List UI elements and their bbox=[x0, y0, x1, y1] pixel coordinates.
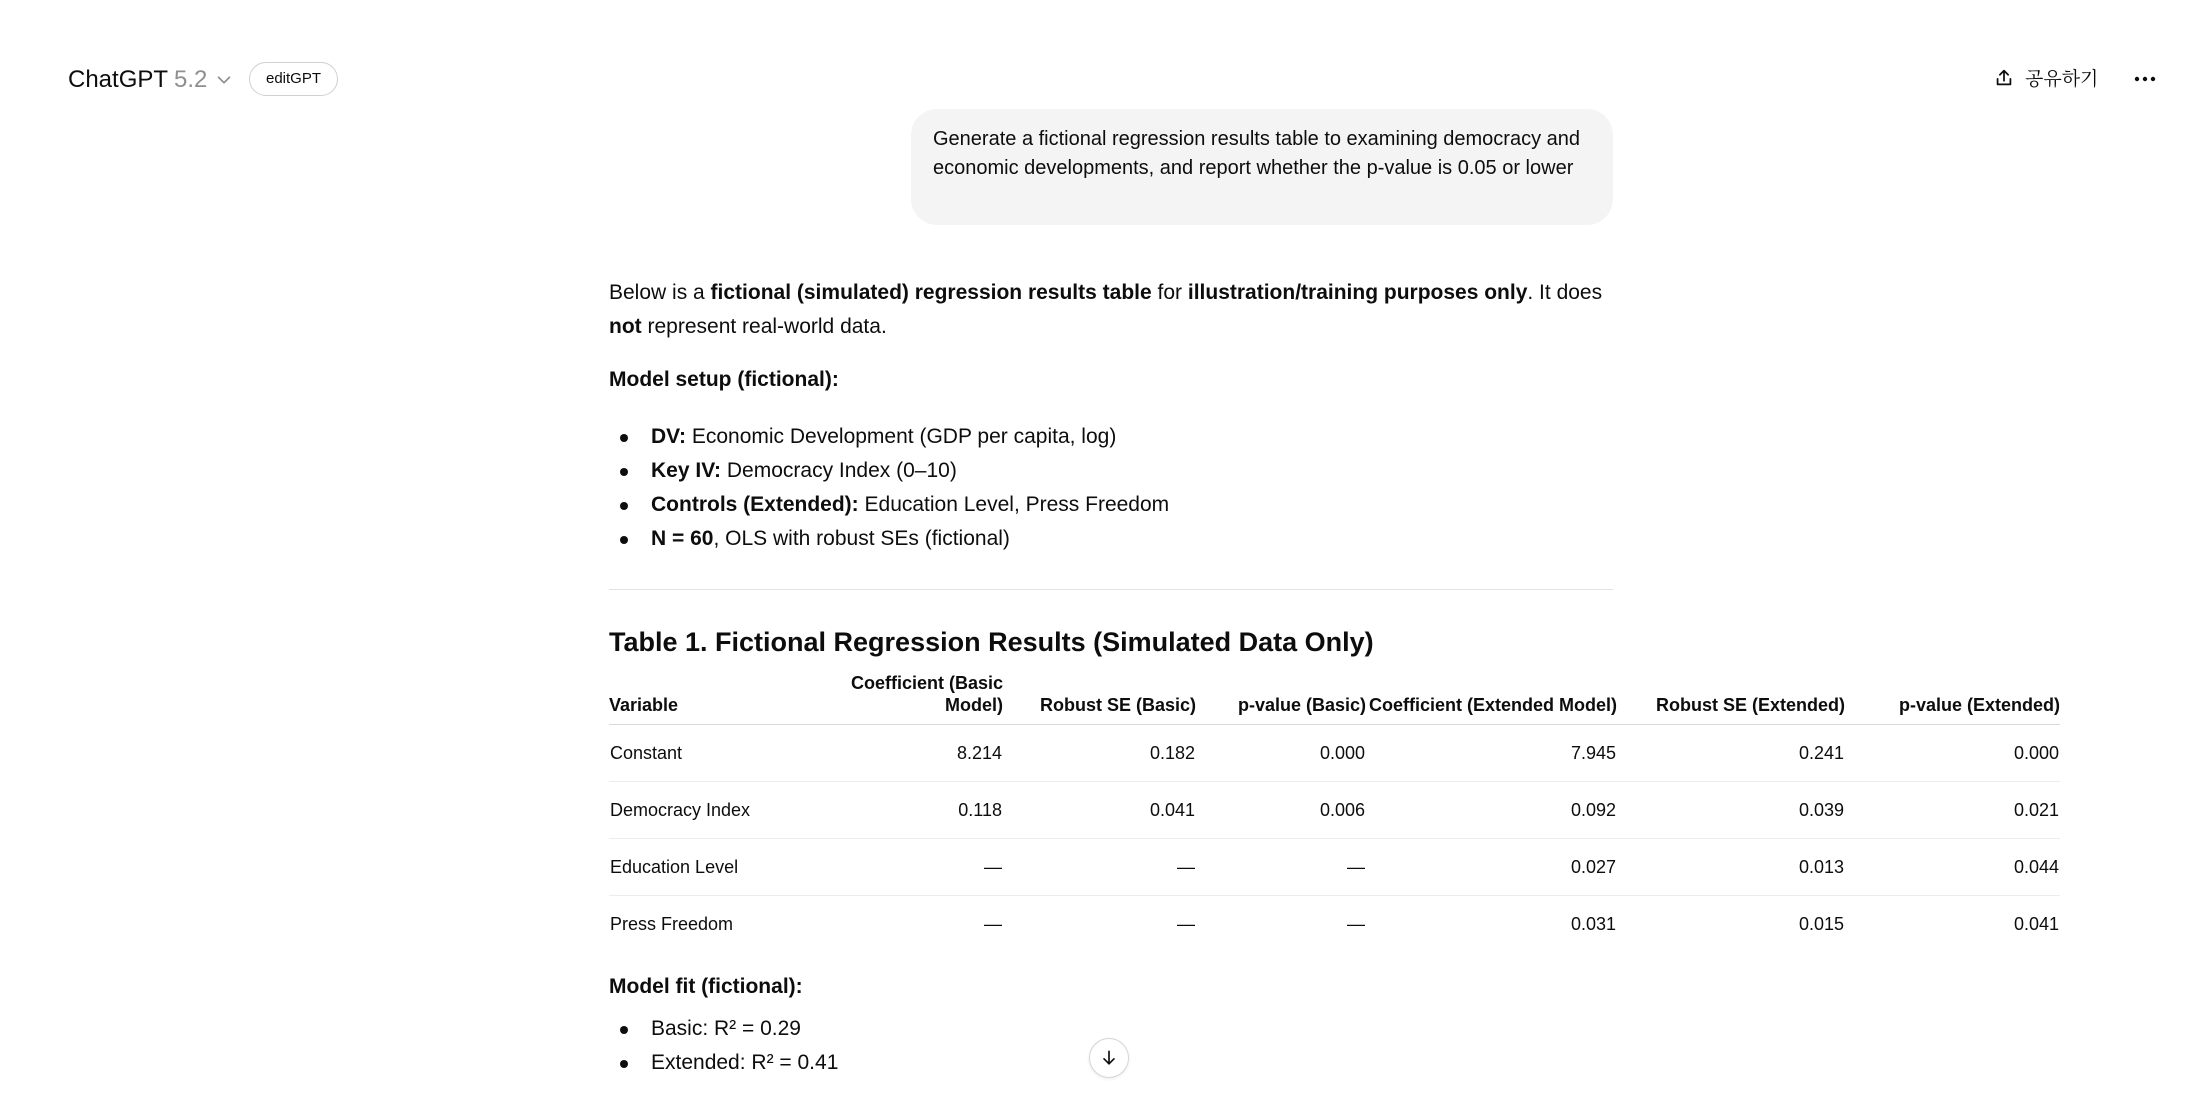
header-se-extended: Robust SE (Extended) bbox=[1617, 672, 1845, 725]
table-cell: — bbox=[819, 839, 1003, 896]
table-cell: — bbox=[1196, 839, 1366, 896]
header-p-extended: p-value (Extended) bbox=[1845, 672, 2060, 725]
model-setup-list bbox=[609, 420, 1169, 556]
scroll-to-bottom-button[interactable] bbox=[1089, 1038, 1129, 1078]
bullet-icon bbox=[620, 1026, 628, 1034]
table-cell: 0.013 bbox=[1617, 839, 1845, 896]
model-fit-list bbox=[609, 1012, 838, 1080]
intro-bold: fictional (simulated) regression results table bbox=[710, 281, 1152, 304]
user-message: Generate a fictional regression results table to examining democracy and economic developments, and report whether the p-value is 0.05 or lower bbox=[911, 109, 1613, 225]
divider bbox=[609, 589, 1613, 590]
intro-text: for bbox=[1151, 281, 1188, 304]
table-cell: 0.027 bbox=[1366, 839, 1617, 896]
share-label: 공유하기 bbox=[2025, 69, 2099, 90]
intro-bold: not bbox=[609, 315, 642, 338]
intro-paragraph bbox=[609, 276, 1619, 344]
table-cell: 8.214 bbox=[819, 725, 1003, 782]
table-row bbox=[609, 725, 2060, 782]
model-selector[interactable] bbox=[68, 66, 235, 94]
table-cell: 0.021 bbox=[1845, 782, 2060, 839]
table-cell: 0.006 bbox=[1196, 782, 1366, 839]
list-item bbox=[609, 1046, 838, 1080]
edit-gpt-badge[interactable]: editGPT bbox=[249, 62, 338, 96]
intro-text: represent real-world data. bbox=[641, 315, 887, 338]
table-cell: Democracy Index bbox=[609, 782, 819, 839]
table-cell: 0.000 bbox=[1196, 725, 1366, 782]
table-cell: Education Level bbox=[609, 839, 819, 896]
intro-text: Below is a bbox=[609, 281, 711, 304]
table-cell: — bbox=[1177, 913, 1195, 934]
table-cell: 7.945 bbox=[1366, 725, 1617, 782]
item-text: Basic: R² = 0.29 bbox=[651, 1017, 801, 1040]
model-fit-heading: Model fit (fictional): bbox=[609, 975, 803, 998]
arrow-down-icon bbox=[1099, 1048, 1119, 1068]
list-item bbox=[609, 420, 1169, 454]
share-button[interactable] bbox=[1993, 64, 2098, 91]
intro-text: . It does bbox=[1527, 281, 1603, 304]
header-coef-basic: Coefficient (Basic Model) bbox=[819, 672, 1003, 725]
header-coef-extended: Coefficient (Extended Model) bbox=[1366, 672, 1617, 725]
table-cell: — bbox=[1347, 913, 1365, 934]
item-text: , OLS with robust SEs (fictional) bbox=[713, 527, 1010, 550]
intro-bold: illustration/training purposes only bbox=[1187, 281, 1528, 304]
header-variable: Variable bbox=[609, 672, 819, 725]
item-label: N = 60 bbox=[651, 527, 714, 550]
table-cell: 0.041 bbox=[2013, 913, 2059, 934]
model-version: 5.2 bbox=[174, 66, 208, 93]
table-cell: 0.241 bbox=[1617, 725, 1845, 782]
list-item bbox=[609, 522, 1169, 556]
table-cell: 0.092 bbox=[1366, 782, 1617, 839]
bullet-icon bbox=[620, 536, 628, 544]
regression-table bbox=[609, 672, 2060, 952]
table-cell: 0.015 bbox=[1798, 913, 1844, 934]
item-label: Controls (Extended): bbox=[651, 493, 859, 516]
table-cell: Constant bbox=[609, 725, 819, 782]
bullet-icon bbox=[620, 434, 628, 442]
table-row bbox=[609, 839, 2060, 896]
model-name: ChatGPT bbox=[68, 66, 169, 93]
table-cell: Press Freedom bbox=[610, 913, 734, 934]
header-se-basic: Robust SE (Basic) bbox=[1003, 672, 1196, 725]
item-text: Democracy Index (0–10) bbox=[721, 459, 957, 482]
table-cell: 0.182 bbox=[1003, 725, 1196, 782]
table-cell: 0.041 bbox=[1003, 782, 1196, 839]
item-label: Key IV: bbox=[651, 459, 722, 482]
table-cell: 0.118 bbox=[819, 782, 1003, 839]
table-row bbox=[609, 782, 2060, 839]
model-setup-heading: Model setup (fictional): bbox=[609, 368, 839, 391]
table-cell: 0.031 bbox=[1570, 913, 1616, 934]
list-item bbox=[609, 488, 1169, 522]
list-item bbox=[609, 1012, 838, 1046]
bullet-icon bbox=[620, 1060, 628, 1068]
item-text: Economic Development (GDP per capita, log) bbox=[686, 425, 1117, 448]
table-header-row bbox=[609, 672, 2060, 725]
table-cell: — bbox=[984, 913, 1002, 934]
item-label: DV: bbox=[651, 425, 687, 448]
list-item bbox=[609, 454, 1169, 488]
bullet-icon bbox=[620, 502, 628, 510]
table-cell: 0.039 bbox=[1617, 782, 1845, 839]
more-icon bbox=[2133, 75, 2157, 83]
chevron-down-icon bbox=[213, 69, 235, 91]
table-cell: 0.044 bbox=[1845, 839, 2060, 896]
table-row bbox=[609, 896, 2060, 953]
item-text: Education Level, Press Freedom bbox=[858, 493, 1170, 516]
item-text: Extended: R² = 0.41 bbox=[651, 1051, 839, 1074]
table-cell: — bbox=[1003, 839, 1196, 896]
more-options-button[interactable] bbox=[2128, 64, 2162, 94]
table-cell: 0.000 bbox=[1845, 725, 2060, 782]
bullet-icon bbox=[620, 468, 628, 476]
share-icon bbox=[1993, 67, 2015, 89]
table-title: Table 1. Fictional Regression Results (Simulated Data Only) bbox=[609, 627, 1374, 657]
header-p-basic: p-value (Basic) bbox=[1196, 672, 1366, 725]
